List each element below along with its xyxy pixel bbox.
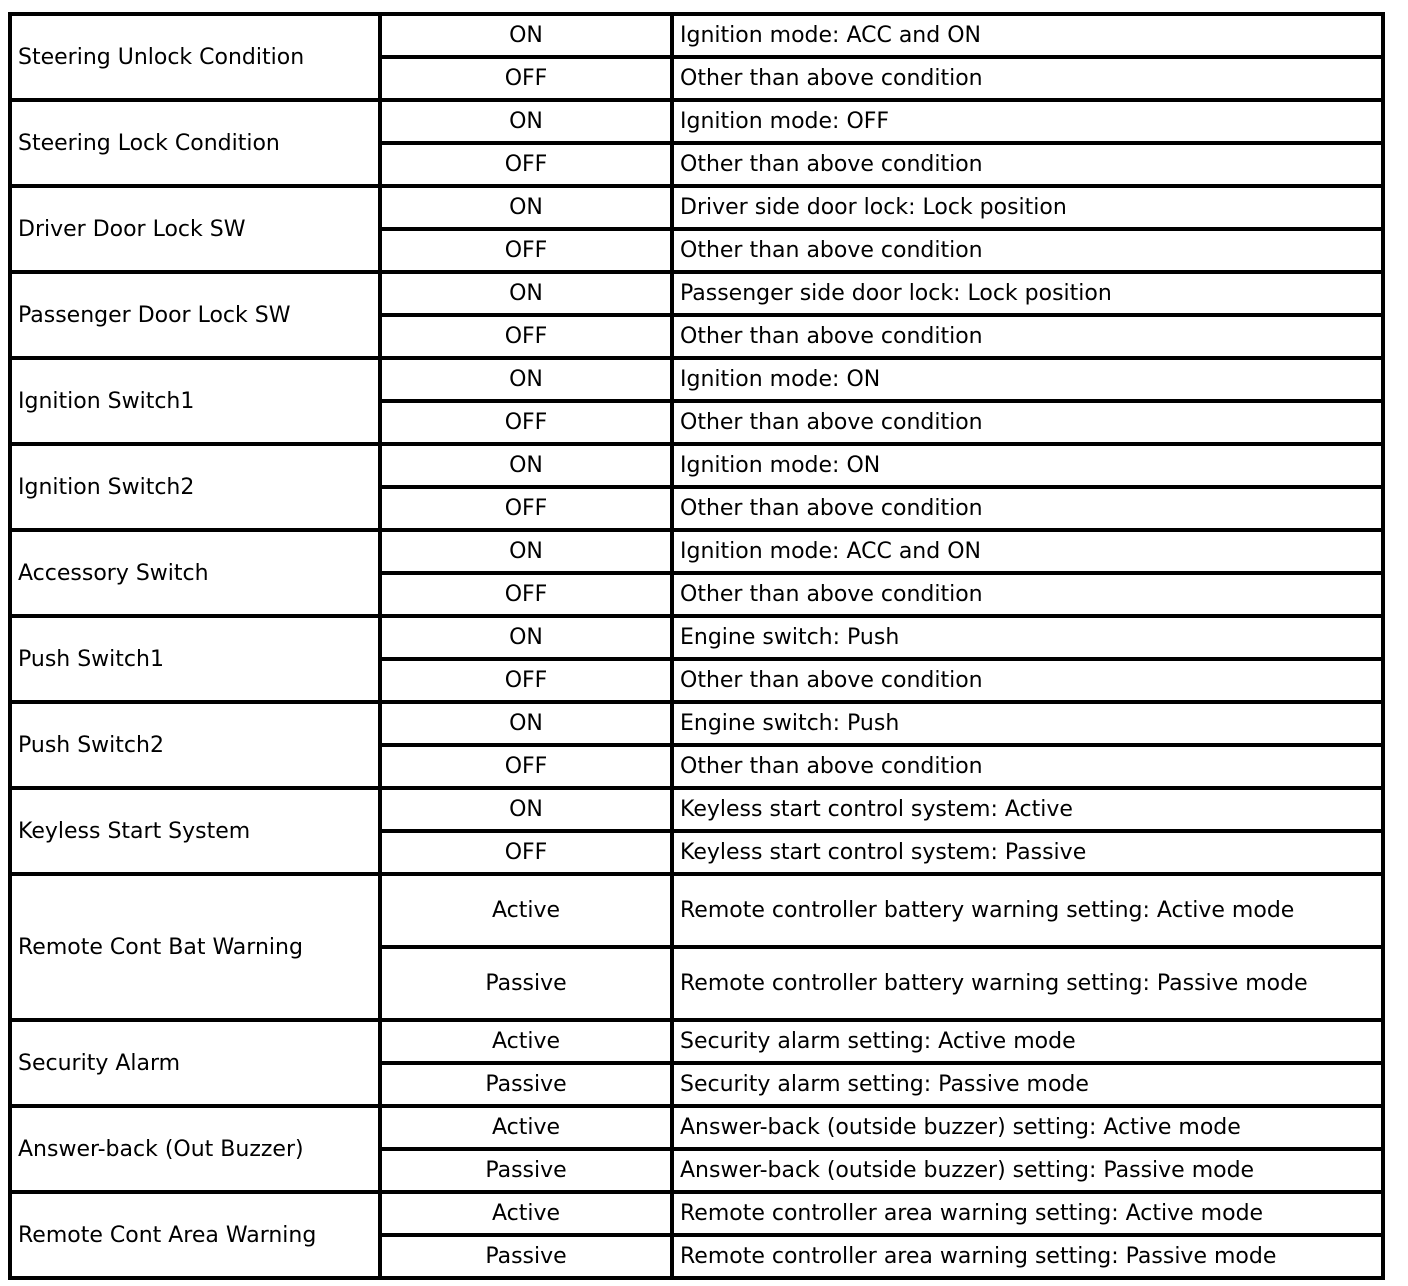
- condition-table-body: [10, 14, 1383, 1278]
- condition-cell: Other than above condition: [672, 401, 1383, 444]
- state-cell: OFF: [380, 401, 672, 444]
- state-cell: Active: [380, 1192, 672, 1235]
- state-cell: OFF: [380, 831, 672, 874]
- table-row: [10, 616, 1383, 659]
- state-cell: OFF: [380, 315, 672, 358]
- condition-cell: Driver side door lock: Lock position: [672, 186, 1383, 229]
- state-cell: ON: [380, 358, 672, 401]
- condition-cell: Security alarm setting: Passive mode: [672, 1063, 1383, 1106]
- state-cell: Active: [380, 874, 672, 947]
- condition-cell: Other than above condition: [672, 659, 1383, 702]
- table-row: [10, 874, 1383, 947]
- condition-cell: Remote controller battery warning setting: Passive mode: [672, 947, 1383, 1020]
- item-name-cell: Remote Cont Bat Warning: [10, 874, 380, 1020]
- condition-cell: Remote controller area warning setting: Active mode: [672, 1192, 1383, 1235]
- table-row: [10, 358, 1383, 401]
- condition-cell: Security alarm setting: Active mode: [672, 1020, 1383, 1063]
- condition-cell: Remote controller battery warning setting: Active mode: [672, 874, 1383, 947]
- item-name-cell: Steering Lock Condition: [10, 100, 380, 186]
- state-cell: ON: [380, 100, 672, 143]
- condition-cell: Other than above condition: [672, 57, 1383, 100]
- state-cell: Active: [380, 1106, 672, 1149]
- state-cell: ON: [380, 186, 672, 229]
- item-name-cell: Accessory Switch: [10, 530, 380, 616]
- condition-cell: Engine switch: Push: [672, 702, 1383, 745]
- state-cell: ON: [380, 702, 672, 745]
- condition-cell: Other than above condition: [672, 573, 1383, 616]
- condition-cell: Ignition mode: OFF: [672, 100, 1383, 143]
- table-row: [10, 702, 1383, 745]
- item-name-cell: Push Switch1: [10, 616, 380, 702]
- table-row: [10, 186, 1383, 229]
- item-name-cell: Keyless Start System: [10, 788, 380, 874]
- condition-cell: Ignition mode: ACC and ON: [672, 530, 1383, 573]
- item-name-cell: Driver Door Lock SW: [10, 186, 380, 272]
- state-cell: OFF: [380, 229, 672, 272]
- item-name-cell: Ignition Switch2: [10, 444, 380, 530]
- state-cell: Passive: [380, 947, 672, 1020]
- condition-cell: Other than above condition: [672, 229, 1383, 272]
- state-cell: OFF: [380, 487, 672, 530]
- table-row: [10, 1020, 1383, 1063]
- state-cell: ON: [380, 444, 672, 487]
- state-cell: OFF: [380, 57, 672, 100]
- item-name-cell: Push Switch2: [10, 702, 380, 788]
- condition-cell: Answer-back (outside buzzer) setting: Active mode: [672, 1106, 1383, 1149]
- item-name-cell: Passenger Door Lock SW: [10, 272, 380, 358]
- table-row: [10, 1106, 1383, 1149]
- state-cell: ON: [380, 14, 672, 57]
- condition-cell: Other than above condition: [672, 487, 1383, 530]
- state-cell: OFF: [380, 659, 672, 702]
- table-row: [10, 444, 1383, 487]
- table-row: [10, 100, 1383, 143]
- condition-cell: Engine switch: Push: [672, 616, 1383, 659]
- condition-cell: Keyless start control system: Active: [672, 788, 1383, 831]
- condition-cell: Other than above condition: [672, 315, 1383, 358]
- state-cell: Active: [380, 1020, 672, 1063]
- state-cell: OFF: [380, 143, 672, 186]
- state-cell: ON: [380, 616, 672, 659]
- state-cell: ON: [380, 530, 672, 573]
- condition-cell: Other than above condition: [672, 745, 1383, 788]
- condition-cell: Ignition mode: ACC and ON: [672, 14, 1383, 57]
- item-name-cell: Remote Cont Area Warning: [10, 1192, 380, 1278]
- table-row: [10, 788, 1383, 831]
- state-cell: OFF: [380, 573, 672, 616]
- condition-cell: Keyless start control system: Passive: [672, 831, 1383, 874]
- condition-cell: Ignition mode: ON: [672, 444, 1383, 487]
- table-row: [10, 1192, 1383, 1235]
- condition-cell: Remote controller area warning setting: Passive mode: [672, 1235, 1383, 1278]
- state-cell: OFF: [380, 745, 672, 788]
- state-cell: Passive: [380, 1149, 672, 1192]
- state-cell: ON: [380, 788, 672, 831]
- table-row: [10, 272, 1383, 315]
- state-cell: Passive: [380, 1235, 672, 1278]
- state-cell: ON: [380, 272, 672, 315]
- item-name-cell: Steering Unlock Condition: [10, 14, 380, 100]
- condition-cell: Ignition mode: ON: [672, 358, 1383, 401]
- item-name-cell: Ignition Switch1: [10, 358, 380, 444]
- state-cell: Passive: [380, 1063, 672, 1106]
- condition-cell: Other than above condition: [672, 143, 1383, 186]
- item-name-cell: Security Alarm: [10, 1020, 380, 1106]
- condition-cell: Answer-back (outside buzzer) setting: Passive mode: [672, 1149, 1383, 1192]
- table-row: [10, 14, 1383, 57]
- item-name-cell: Answer-back (Out Buzzer): [10, 1106, 380, 1192]
- condition-table: [8, 12, 1385, 1280]
- table-row: [10, 530, 1383, 573]
- condition-cell: Passenger side door lock: Lock position: [672, 272, 1383, 315]
